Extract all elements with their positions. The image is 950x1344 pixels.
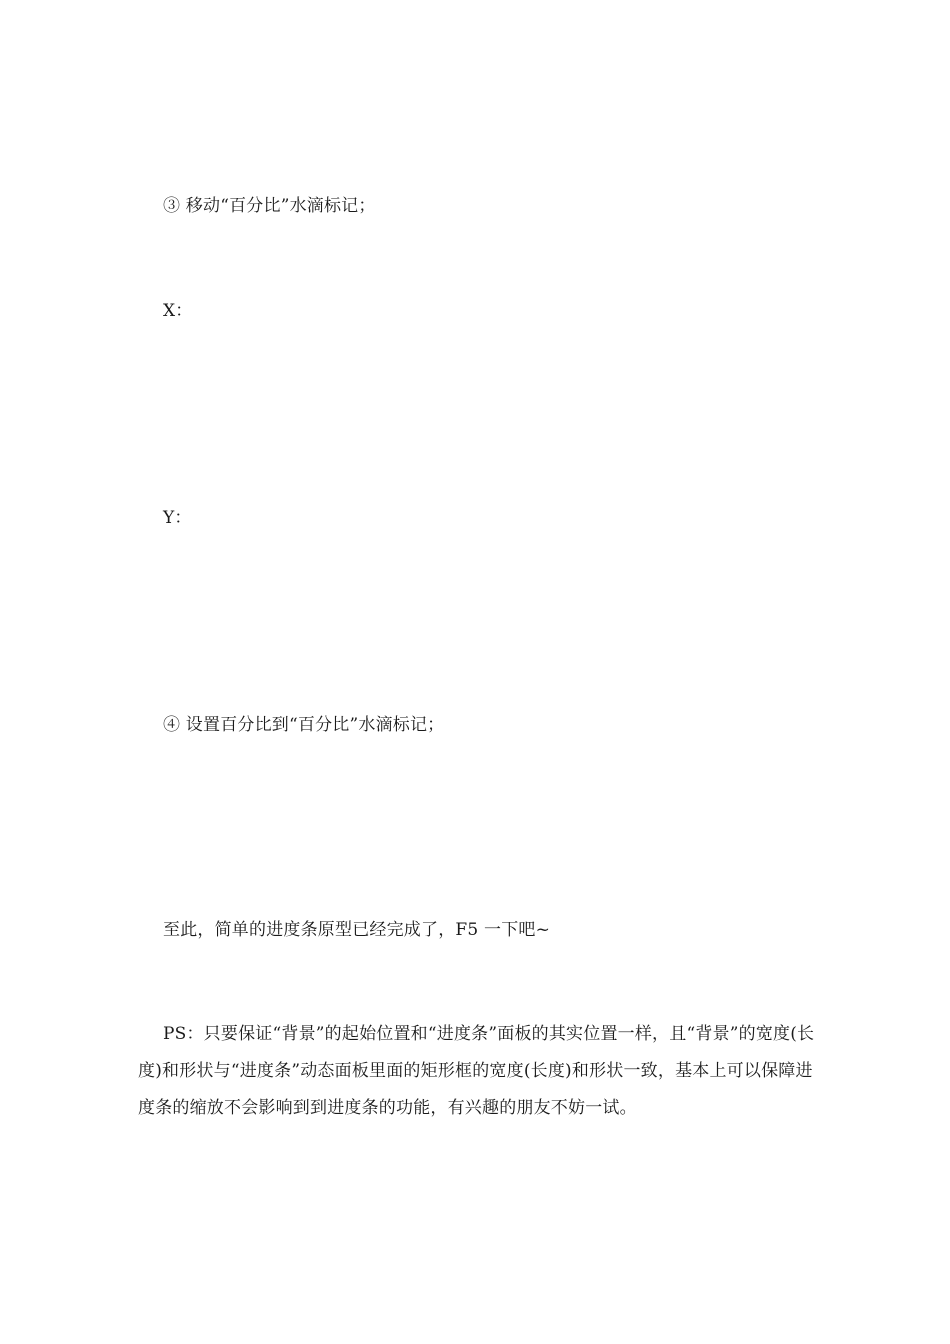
y-label: Y：	[163, 508, 192, 528]
summary-text: 至此，简单的进度条原型已经完成了，F5 一下吧~	[163, 920, 551, 940]
x-label: X：	[163, 301, 193, 321]
step4-text: ④ 设置百分比到“百分比”水滴标记；	[163, 715, 445, 735]
ps-note-paragraph: PS：只要保证“背景”的起始位置和“进度条”面板的其实位置一样，且“背景”的宽度(长度)和形状与“进度条”动态面板里面的矩形框的宽度(长度)和形状一致，基本上可以保障进度条的缩放不会影响到到进度条的功能，有兴趣的朋友不妨一试。	[138, 1024, 815, 1118]
step3-text: ③ 移动“百分比”水滴标记；	[163, 196, 376, 216]
